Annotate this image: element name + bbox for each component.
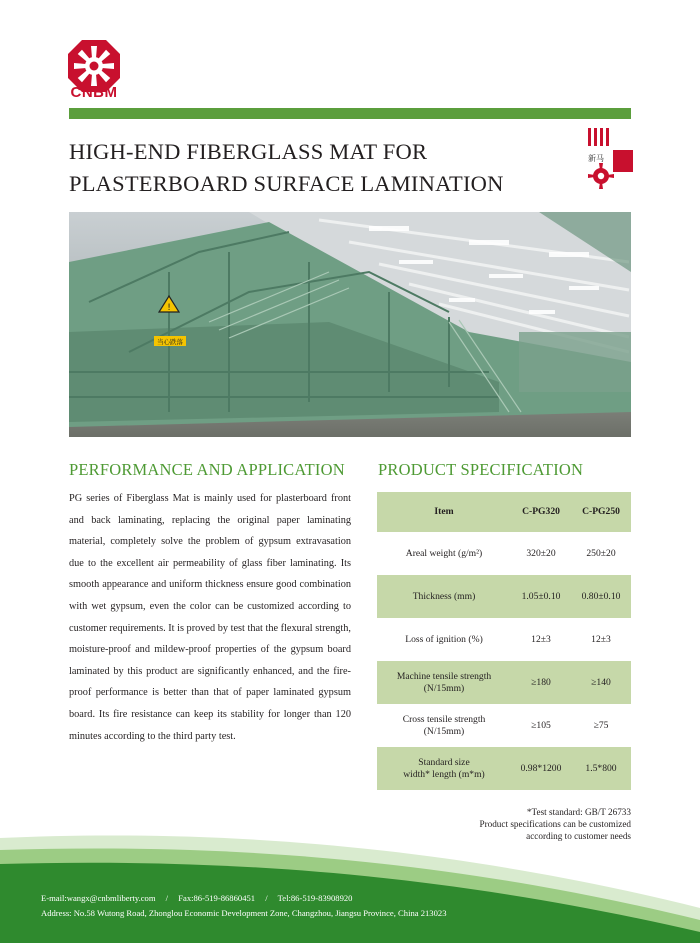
row-value-pg320: 12±3 [531,633,551,645]
footer-address: Address: No.58 Wutong Road, Zhonglou Economic Development Zone, Changzhou, Jiangsu Province, China 213023 [41,908,447,918]
row-value-pg250: 12±3 [591,633,611,645]
row-value-pg320: 320±20 [526,547,556,559]
row-item: Machine tensile strength (N/15mm) [396,670,492,694]
test-standard-note: *Test standard: GB/T 26733 [526,807,631,817]
svg-text:!: ! [167,303,171,313]
column-header: C-PG320 [522,506,560,517]
table-row [377,532,631,575]
page-title [69,136,504,200]
row-item: Thickness (mm) [412,590,476,602]
table-row [377,618,631,661]
row-item: Cross tensile strength (N/15mm) [402,713,486,737]
factory-photo [69,212,631,437]
footer-email: E-mail:wangx@cnbmliberty.com [41,893,156,903]
row-item: Standard size width* length (m*m) [403,756,485,780]
row-value-pg320: 0.98*1200 [520,762,562,774]
footer-contact [41,893,352,903]
performance-heading: PERFORMANCE AND APPLICATION [69,460,345,479]
footer-fax: Fax:86-519-86860451 [178,893,256,903]
footer-separator: / [165,893,169,903]
header-accent-bar [69,108,631,119]
row-value-pg320: 1.05±0.10 [521,590,561,602]
title-line-2: PLASTERBOARD SURFACE LAMINATION [69,171,504,196]
row-item: Loss of ignition (%) [405,633,483,645]
row-value-pg250: 250±20 [586,547,616,559]
brand-mark-text: 新马 [588,154,604,163]
title-line-1: HIGH-END FIBERGLASS MAT FOR [69,139,428,164]
customization-note-1: Product specifications can be customized [479,819,631,829]
footer-separator: / [265,893,268,903]
warning-sign-text: 当心跌落 [157,338,183,346]
performance-body: PG series of Fiberglass Mat is mainly used for plasterboard front and back laminating, replacing the original paper laminating material, completely solve the problem of gypsum extravasation due to the excellent air permeability of glass fiber laminating. Its smooth appearance and uniform thickness ensure good combination with wet gypsum, even the color can be customized according to customer requirements. It is proved by test that the flexural strength, moisture-proof and mildew-proof properties of the gypsum board laminated by this product are significantly enhanced, and the fire-proof performance is better than that of paper laminated gypsum board. Its fire resistance can keep its stability for longer than 120 minutes according to the third party test. [69,493,351,742]
column-header: C-PG250 [582,506,620,517]
row-item: Areal weight (g/m²) [405,547,483,559]
table-row [377,661,631,704]
logo-wordmark: CNBM [70,84,118,101]
table-header-row [377,492,631,532]
row-value-pg250: 1.5*800 [585,762,617,774]
row-value-pg250: ≥75 [593,719,609,731]
footer-wave-background [0,820,700,943]
specification-table [377,492,631,790]
footer-tel: Tel:86-519-83908920 [277,893,353,903]
specification-heading: PRODUCT SPECIFICATION [378,460,584,479]
row-value-pg320: ≥105 [531,719,551,731]
table-row [377,704,631,747]
row-value-pg250: 0.80±0.10 [581,590,621,602]
row-value-pg320: ≥180 [531,676,551,688]
brand-mark-icon [585,128,633,190]
column-header: Item [434,506,454,517]
table-row [377,575,631,618]
customization-note-2: according to customer needs [526,831,631,841]
row-value-pg250: ≥140 [591,676,611,688]
table-row [377,747,631,790]
